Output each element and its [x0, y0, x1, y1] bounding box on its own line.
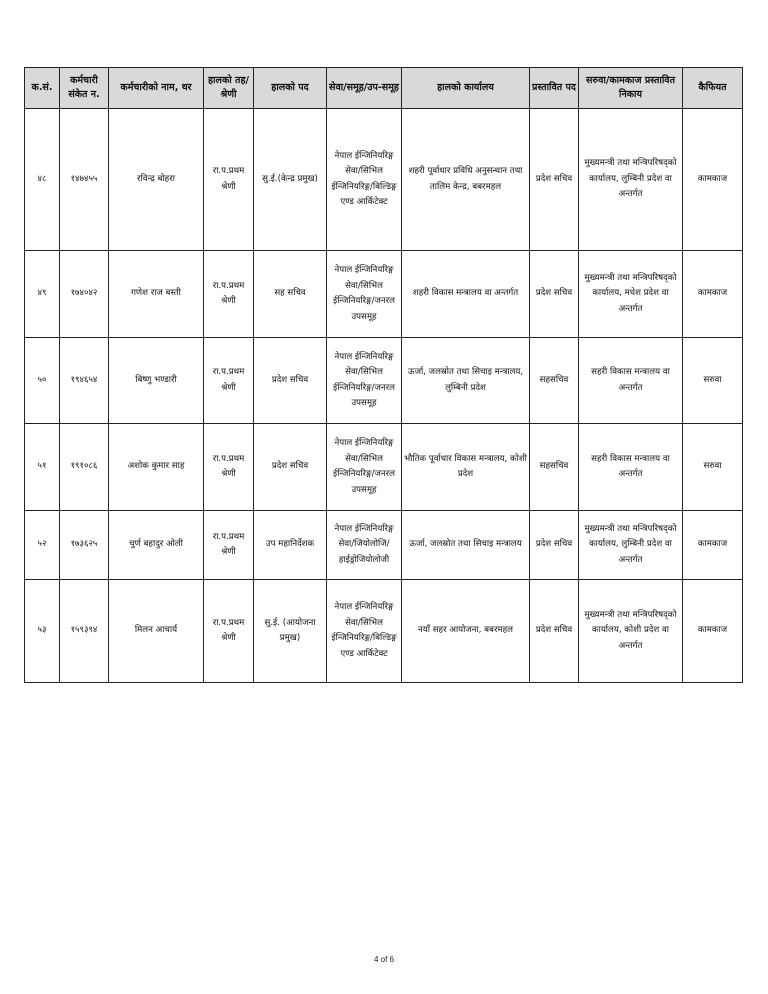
cell-service-group: नेपाल ईन्जिनियरिङ्ग सेवा/सिभिल ईन्जिनियरिङ्ग/बिल्डिङ्ग एण्ड आर्किटेक्ट: [327, 109, 402, 251]
cell-employee-code: १५९३९४: [60, 580, 109, 683]
cell-current-office: ऊर्जा, जलस्रोत तथा सिचाइ मन्त्रालय: [402, 511, 530, 580]
cell-proposed-post: प्रदेश सचिव: [530, 511, 579, 580]
header-current-level: हालको तह/श्रेणी: [204, 68, 254, 109]
cell-proposed-office: मुख्यमन्त्री तथा मन्त्रिपरिषद्को कार्यालय, लुम्बिनी प्रदेश वा अन्तर्गत: [579, 511, 683, 580]
cell-current-level: रा.प.प्रथम श्रेणी: [204, 580, 254, 683]
table-row: [25, 251, 743, 338]
cell-proposed-post: प्रदेश सचिव: [530, 109, 579, 251]
cell-current-office: भौतिक पूर्वाधार विकास मन्त्रालय, कोशी प्रदेश: [402, 424, 530, 511]
cell-employee-name: बिष्णु भण्डारी: [109, 338, 204, 424]
cell-current-level: रा.प.प्रथम श्रेणी: [204, 109, 254, 251]
cell-employee-code: १७४०४२: [60, 251, 109, 338]
cell-employee-code: १७३६२५: [60, 511, 109, 580]
transfer-table: [24, 67, 743, 683]
cell-current-post: सु.ई. (आयोजना प्रमुख): [254, 580, 327, 683]
header-employee-code: कर्मचारी संकेत न.: [60, 68, 109, 109]
cell-employee-code: १९१०८६: [60, 424, 109, 511]
cell-remarks: कामकाज: [683, 580, 743, 683]
cell-current-post: उप महानिर्देशक: [254, 511, 327, 580]
cell-employee-name: चुर्ण बहादुर ओली: [109, 511, 204, 580]
header-current-post: हालको पद: [254, 68, 327, 109]
cell-remarks: कामकाज: [683, 109, 743, 251]
cell-employee-name: रविन्द्र बोहरा: [109, 109, 204, 251]
cell-service-group: नेपाल ईन्जिनियरिङ्ग सेवा/सिभिल ईन्जिनियरिङ्ग/जनरल उपसमूह: [327, 338, 402, 424]
cell-proposed-post: सहसचिव: [530, 424, 579, 511]
cell-proposed-post: सहसचिव: [530, 338, 579, 424]
cell-remarks: कामकाज: [683, 511, 743, 580]
cell-proposed-post: प्रदेश सचिव: [530, 251, 579, 338]
header-serial: क.सं.: [25, 68, 60, 109]
cell-employee-name: अशोक कुमार साह: [109, 424, 204, 511]
table-header-row: [25, 68, 743, 109]
cell-proposed-office: सहरी विकास मन्त्रालय वा अन्तर्गत: [579, 424, 683, 511]
table-row: [25, 424, 743, 511]
header-remarks: कैफियत: [683, 68, 743, 109]
cell-serial: ५१: [25, 424, 60, 511]
cell-service-group: नेपाल ईन्जिनियरिङ्ग सेवा/सिभिल ईन्जिनियरिङ्ग/बिल्डिङ्ग एण्ड आर्किटेक्ट: [327, 580, 402, 683]
cell-proposed-office: मुख्यमन्त्री तथा मन्त्रिपरिषद्को कार्यालय, कोशी प्रदेश वा अन्तर्गत: [579, 580, 683, 683]
cell-current-level: रा.प.प्रथम श्रेणी: [204, 511, 254, 580]
cell-current-level: रा.प.प्रथम श्रेणी: [204, 338, 254, 424]
cell-remarks: सरुवा: [683, 424, 743, 511]
header-service-group: सेवा/समूह/उप-समूह: [327, 68, 402, 109]
table-row: [25, 511, 743, 580]
cell-remarks: सरुवा: [683, 338, 743, 424]
cell-current-post: सह सचिव: [254, 251, 327, 338]
table-row: [25, 109, 743, 251]
cell-serial: ५२: [25, 511, 60, 580]
cell-proposed-post: प्रदेश सचिव: [530, 580, 579, 683]
cell-proposed-office: मुख्यमन्त्री तथा मन्त्रिपरिषद्को कार्यालय, लुम्बिनी प्रदेश वा अन्तर्गत: [579, 109, 683, 251]
page-number: 4 of 6: [373, 955, 394, 964]
cell-current-office: नयाँ सहर आयोजना, बबरमहल: [402, 580, 530, 683]
cell-serial: ४८: [25, 109, 60, 251]
cell-current-office: शहरी विकास मन्त्रालय वा अन्तर्गत: [402, 251, 530, 338]
table-row: [25, 338, 743, 424]
header-proposed-office: सरुवा/कामकाज प्रस्तावित निकाय: [579, 68, 683, 109]
header-proposed-post: प्रस्तावित पद: [530, 68, 579, 109]
cell-employee-name: गणेश राज बस्ती: [109, 251, 204, 338]
cell-serial: ५०: [25, 338, 60, 424]
cell-current-level: रा.प.प्रथम श्रेणी: [204, 251, 254, 338]
cell-current-post: सु.ई.(केन्द्र प्रमुख): [254, 109, 327, 251]
cell-current-post: प्रदेश सचिव: [254, 424, 327, 511]
cell-service-group: नेपाल ईन्जिनियरिङ्ग सेवा/सिभिल ईन्जिनियरिङ्ग/जनरल उपसमूह: [327, 424, 402, 511]
cell-employee-code: १९४६५४: [60, 338, 109, 424]
cell-current-office: शहरी पूर्वाधार प्रविधि अनुसन्धान तथा तालिम केन्द्र, बबरमहल: [402, 109, 530, 251]
header-employee-name: कर्मचारीको नाम, थर: [109, 68, 204, 109]
cell-current-level: रा.प.प्रथम श्रेणी: [204, 424, 254, 511]
cell-serial: ५३: [25, 580, 60, 683]
cell-employee-code: १४७४५५: [60, 109, 109, 251]
cell-remarks: कामकाज: [683, 251, 743, 338]
cell-current-office: ऊर्जा, जलस्रोत तथा सिचाइ मन्त्रालय, लुम्बिनी प्रदेश: [402, 338, 530, 424]
cell-service-group: नेपाल ईन्जिनियरिङ्ग सेवा/सिभिल ईन्जिनियरिङ्ग/जनरल उपसमूह: [327, 251, 402, 338]
cell-proposed-office: मुख्यमन्त्री तथा मन्त्रिपरिषद्को कार्यालय, मधेश प्रदेश वा अन्तर्गत: [579, 251, 683, 338]
cell-service-group: नेपाल ईन्जिनियरिङ्ग सेवा/जियोलोजि/हाईड्रोजियोलोजी: [327, 511, 402, 580]
cell-current-post: प्रदेश सचिव: [254, 338, 327, 424]
cell-employee-name: मिलन आचार्य: [109, 580, 204, 683]
document-page: [24, 67, 742, 683]
header-current-office: हालको कार्यालय: [402, 68, 530, 109]
cell-proposed-office: सहरी विकास मन्त्रालय वा अन्तर्गत: [579, 338, 683, 424]
cell-serial: ४९: [25, 251, 60, 338]
table-row: [25, 580, 743, 683]
